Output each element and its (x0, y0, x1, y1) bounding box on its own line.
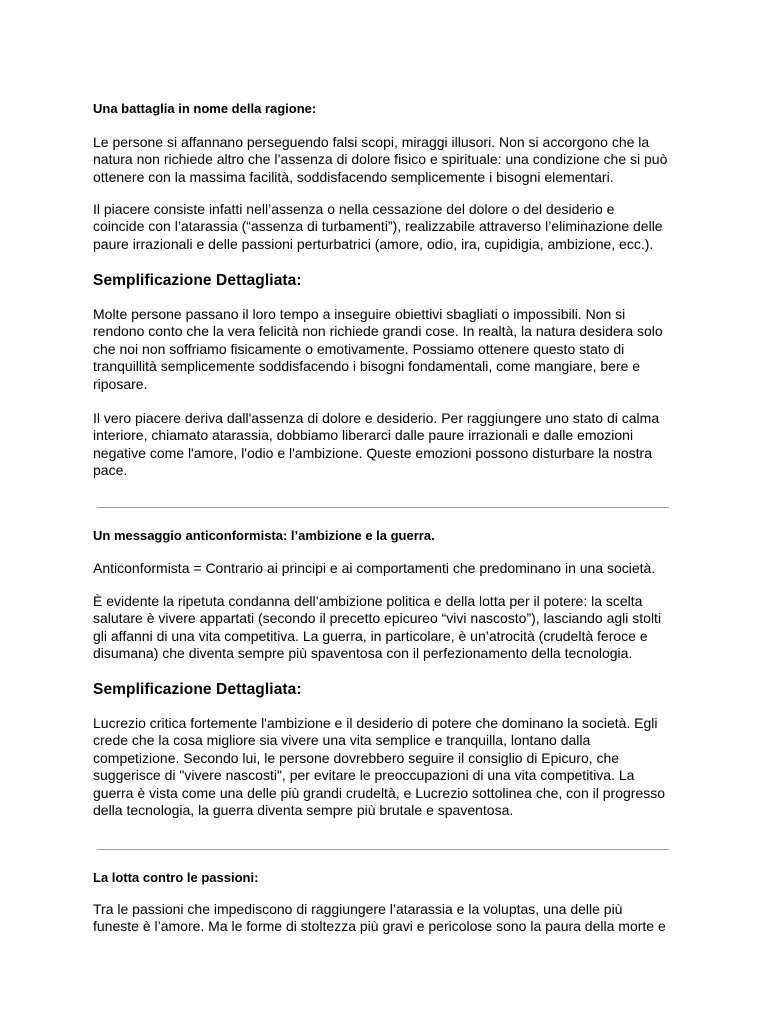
paragraph: Tra le passioni che impediscono di raggiungere l’atarassia e la voluptas, una delle più funeste è l’amore. Ma le forme di stoltezza più gravi e pericolose sono la paura della morte e (93, 901, 666, 935)
paragraph: Il vero piacere deriva dall'assenza di dolore e desiderio. Per raggiungere uno stato di calma interiore, chiamato atarassia, dobbiamo liberarci dalle paure irrazionali e dalle emozioni negative come l'amore, l'odio e l'ambizione. Queste emozioni possono disturbare la nostra pace. (93, 410, 660, 479)
paragraph: È evidente la ripetuta condanna dell’ambizione politica e della lotta per il potere: la scelta salutare è vivere appartati (secondo il precetto epicureo “vivi nascosto”), lasciando agli stolti gli affanni di una vita competitiva. La guerra, in particolare, è un’atrocità (crudeltà feroce e disumana) che diventa sempre più spaventosa con il perfezionamento della tecnologia. (93, 593, 662, 662)
paragraph: Le persone si affannano perseguendo falsi scopi, miraggi illusori. Non si accorgono che la natura non richiede altro che l’assenza di dolore fisico e spirituale: una condizione che si può ottenere con la massima facilità, soddisfacendo semplicemente i bisogni elementari. (93, 134, 668, 185)
divider (97, 507, 669, 508)
paragraph: Anticonformista = Contrario ai principi e ai comportamenti che predominano in una società. (93, 560, 656, 576)
section-title-1: Una battaglia in nome della ragione: (93, 101, 317, 116)
section-title-2: Un messaggio anticonformista: l’ambizione e la guerra. (93, 528, 435, 543)
paragraph: Molte persone passano il loro tempo a inseguire obiettivi sbagliati o impossibili. Non si rendono conto che la vera felicità non richiede grandi cose. In realtà, la natura desidera solo che noi non soffriamo fisicamente o emotivamente. Possiamo ottenere questo stato di tranquillità semplicemente soddisfacendo i bisogni fondamentali, come mangiare, bere e riposare. (93, 306, 663, 392)
paragraph: Lucrezio critica fortemente l'ambizione e il desiderio di potere che dominano la società. Egli crede che la cosa migliore sia vivere una vita semplice e tranquilla, lontano dalla competizione. Secondo lui, le persone dovrebbero seguire il consiglio di Epicuro, che suggerisce di "vivere nascosti", per evitare le preoccupazioni di una vita competitiva. La guerra è vista come una delle più grandi crudeltà, e Lucrezio sottolinea che, con il progresso della tecnologia, la guerra diventa sempre più brutale e spaventosa. (93, 715, 665, 819)
paragraph: Il piacere consiste infatti nell’assenza o nella cessazione del dolore o del desiderio e coincide con l’atarassia (“assenza di turbamenti”), realizzabile attraverso l’eliminazione delle paure irrazionali e delle passioni perturbatrici (amore, odio, ira, cupidigia, ambizione, ecc.). (93, 201, 663, 252)
divider (97, 849, 669, 850)
simplification-heading-2: Semplificazione Dettagliata: (93, 681, 302, 698)
section-title-3: La lotta contro le passioni: (93, 870, 259, 885)
simplification-heading-1: Semplificazione Dettagliata: (93, 272, 302, 289)
